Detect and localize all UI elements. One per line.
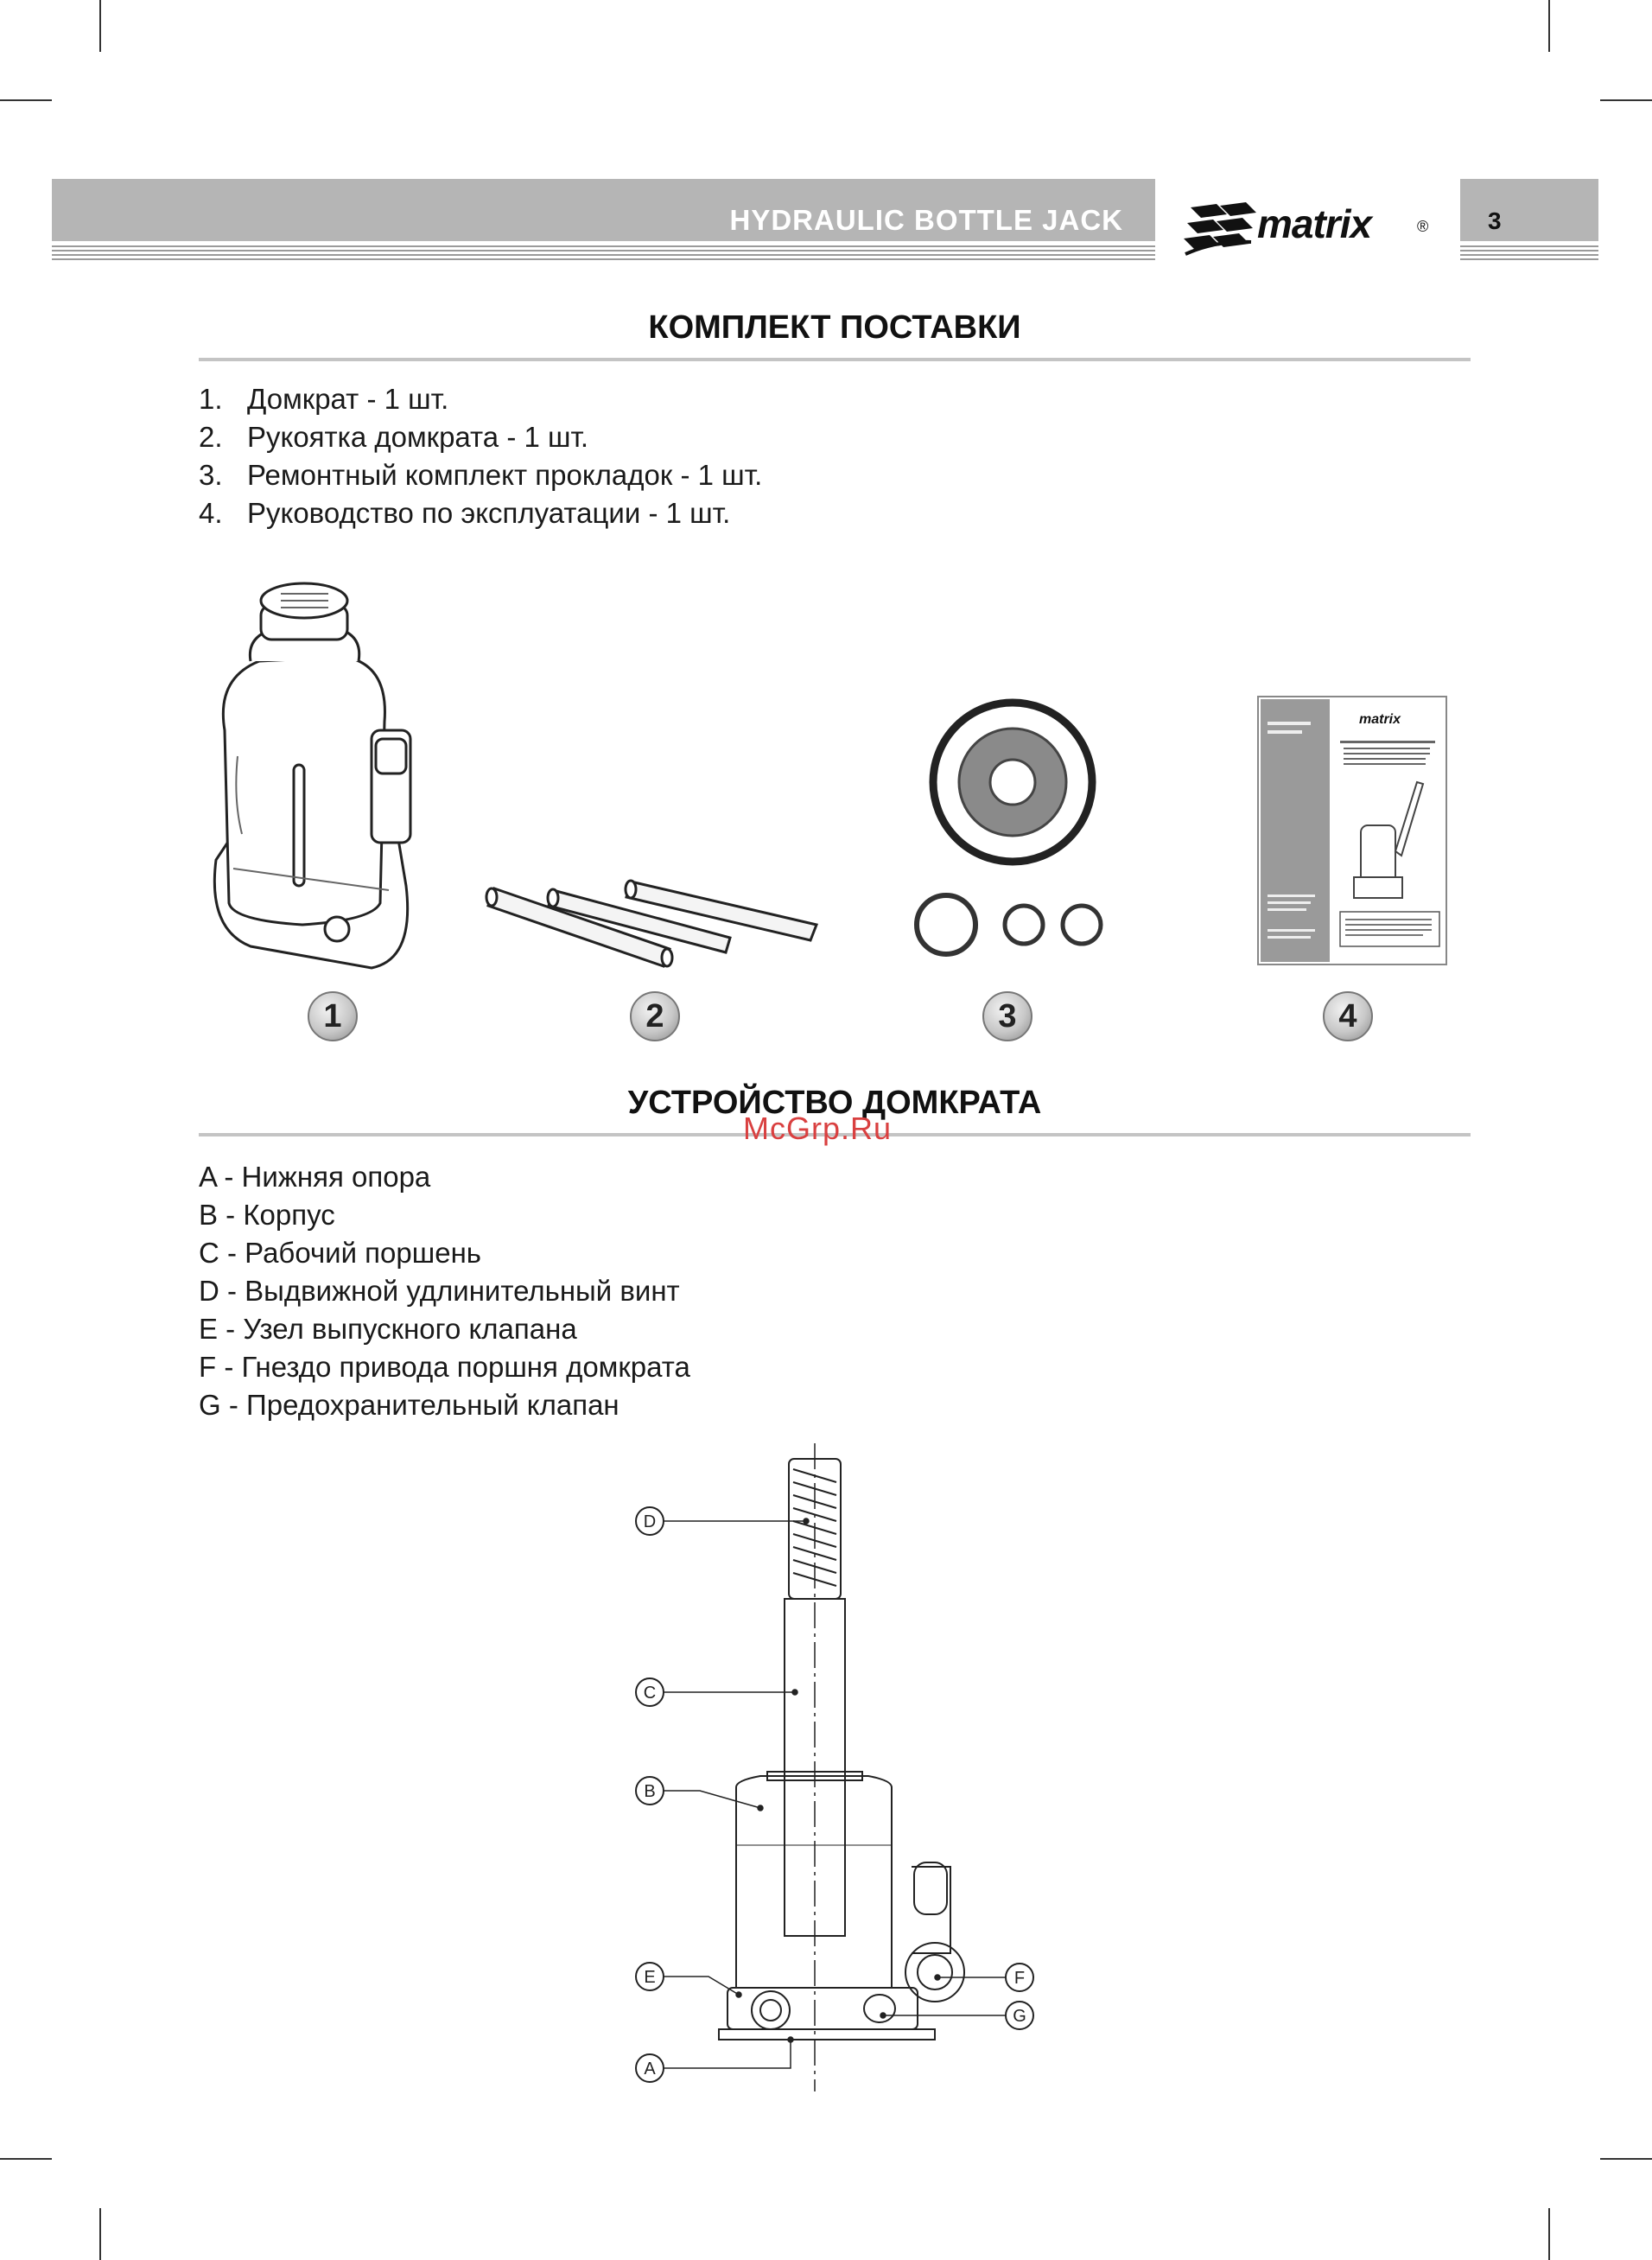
crop-mark: [0, 2158, 52, 2160]
kit-badge-3: 3: [982, 991, 1032, 1041]
registered-mark: ®: [1417, 218, 1429, 235]
list-item: F - Гнездо привода поршня домкрата: [199, 1351, 690, 1383]
list-item: E - Узел выпускного клапана: [199, 1313, 577, 1345]
jack-handle-illustration: [484, 856, 829, 977]
kit-badge-2: 2: [630, 991, 680, 1041]
booklet-brand: matrix: [1359, 712, 1401, 727]
list-item: 4. Руководство по эксплуатации - 1 шт.: [199, 497, 731, 529]
crop-mark: [99, 0, 101, 52]
kit-list: [199, 380, 762, 532]
document-title: HYDRAULIC BOTTLE JACK: [729, 204, 1123, 236]
callout-a: A: [644, 2059, 656, 2079]
jack-technical-diagram: [605, 1435, 1089, 2100]
bottle-jack-illustration: [199, 575, 423, 990]
page-number: 3: [1488, 207, 1502, 234]
kit-badge-1: 1: [308, 991, 358, 1041]
list-item: C - Рабочий поршень: [199, 1237, 482, 1269]
kit-title: КОМПЛЕКТ ПОСТАВКИ: [648, 309, 1021, 346]
crop-mark: [0, 99, 52, 101]
manual-booklet-illustration: [1257, 696, 1447, 965]
callout-b: B: [644, 1782, 656, 1801]
callout-e: E: [644, 1968, 656, 1987]
crop-mark: [1548, 0, 1550, 52]
callout-g: G: [1013, 2007, 1026, 2026]
page-number-rule: [1460, 245, 1598, 261]
crop-mark: [99, 2208, 101, 2260]
list-item: G - Предохранительный клапан: [199, 1389, 620, 1421]
list-item: 3. Ремонтный комплект прокладок - 1 шт.: [199, 459, 763, 491]
list-item: 1. Домкрат - 1 шт.: [199, 383, 449, 415]
device-title: УСТРОЙСТВО ДОМКРАТА: [627, 1085, 1042, 1121]
list-item: 2. Рукоятка домкрата - 1 шт.: [199, 421, 589, 453]
gasket-kit-illustration: [907, 691, 1115, 968]
callout-f: F: [1013, 1969, 1026, 1988]
kit-title-rule: [199, 358, 1471, 361]
watermark: McGrp.Ru: [743, 1111, 893, 1146]
list-item: B - Корпус: [199, 1199, 335, 1231]
crop-mark: [1548, 2208, 1550, 2260]
header-rule: [52, 245, 1155, 261]
crop-mark: [1600, 2158, 1652, 2160]
kit-badge-4: 4: [1323, 991, 1373, 1041]
crop-mark: [1600, 99, 1652, 101]
brand-name: matrix: [1257, 201, 1372, 246]
parts-list: [199, 1158, 690, 1424]
list-item: D - Выдвижной удлинительный винт: [199, 1275, 680, 1307]
callout-d: D: [643, 1512, 657, 1531]
list-item: A - Нижняя опора: [199, 1161, 431, 1193]
page-number-box: [1460, 179, 1598, 241]
callout-c: C: [643, 1684, 657, 1703]
